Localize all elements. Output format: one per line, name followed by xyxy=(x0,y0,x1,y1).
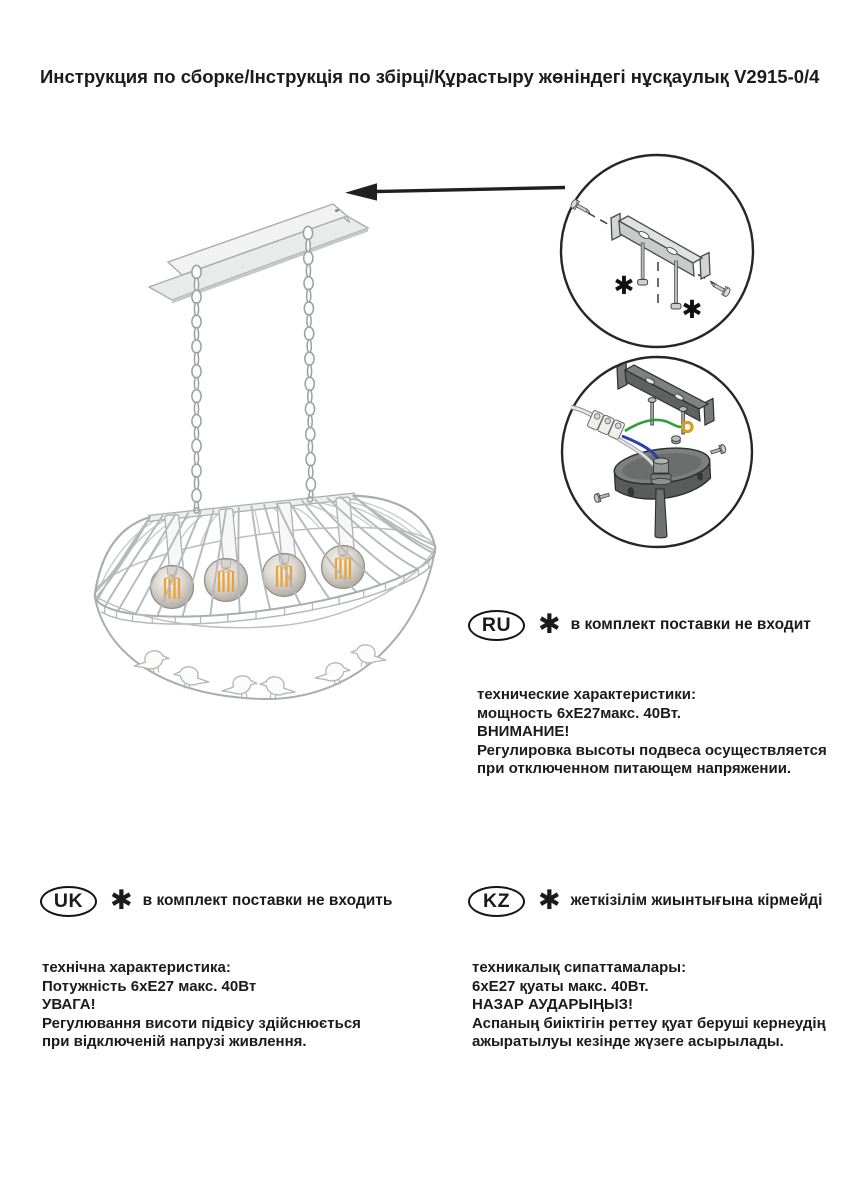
strain-relief-fitting xyxy=(651,458,671,485)
tech-line: при отключенном питающем напряжении. xyxy=(477,760,792,777)
lang-badge-uk: UK xyxy=(40,886,97,917)
lang-badge-kz: KZ xyxy=(468,886,525,917)
not-included-asterisk: ✱ xyxy=(538,608,561,640)
tech-line: технические характеристики: xyxy=(477,686,696,703)
lang-badge-ru: RU xyxy=(468,610,525,641)
tech-line: технічна характеристика: xyxy=(42,959,231,976)
tech-line: Аспаның биіктігін реттеу қуат беруші кернеудің xyxy=(472,1014,826,1032)
tech-line: Регулировка высоты подвеса осуществляется xyxy=(477,741,827,759)
tech-line: техникалық сипаттамалары: xyxy=(472,959,687,976)
tech-line: НАЗАР АУДАРЫҢЫЗ! xyxy=(472,996,634,1013)
bird xyxy=(222,676,257,698)
tech-specs-ru xyxy=(477,686,827,779)
arrow-icon xyxy=(345,183,565,200)
not-included-asterisk: ✱ xyxy=(538,884,561,916)
detail-circle-canopy xyxy=(562,357,752,547)
tech-line: при відключеній напрузі живлення. xyxy=(42,1033,307,1050)
cage-pendant xyxy=(95,493,436,699)
tech-line: мощность 6хЕ27макс. 40Вт. xyxy=(477,704,681,722)
chain xyxy=(192,265,201,514)
tech-line: Регулювання висоти підвісу здійснюється xyxy=(42,1014,361,1032)
not-included-asterisk: ✱ xyxy=(681,296,703,324)
chain xyxy=(303,226,315,503)
not-included-note-kz: жеткізілім жиынтығына кірмейді xyxy=(570,892,823,909)
edison-bulb xyxy=(151,514,194,608)
tech-line: Потужність 6хЕ27 макс. 40Вт xyxy=(42,977,257,995)
tech-specs-uk xyxy=(42,959,361,1052)
bird xyxy=(315,663,350,685)
tech-line: 6хЕ27 қуаты макс. 40Вт. xyxy=(472,977,649,995)
not-included-note-uk: в комплект поставки не входить xyxy=(142,892,393,909)
not-included-asterisk: ✱ xyxy=(613,272,635,300)
birds xyxy=(134,645,386,699)
detail-circle-bracket xyxy=(561,155,753,347)
not-included-asterisk: ✱ xyxy=(110,884,133,916)
lang-section-ru xyxy=(468,609,811,641)
document-title: Инструкция по сборке/Інструкція по збірці/Құрастыру жөніндегі нұсқаулық V2915-0/4 xyxy=(40,66,820,87)
tech-line: УВАГА! xyxy=(42,996,96,1013)
tech-specs-kz xyxy=(472,959,826,1052)
not-included-note-ru: в комплект поставки не входит xyxy=(570,616,811,633)
bird xyxy=(134,651,169,673)
hex-nut-icon xyxy=(672,436,681,444)
ceiling-plate xyxy=(149,204,368,304)
lang-section-uk xyxy=(40,885,392,917)
tech-line: ажыратылуы кезінде жүзеге асырылады. xyxy=(472,1033,784,1050)
bird xyxy=(260,677,295,699)
tech-line: ВНИМАНИЕ! xyxy=(477,723,570,740)
lang-section-kz xyxy=(468,885,822,917)
